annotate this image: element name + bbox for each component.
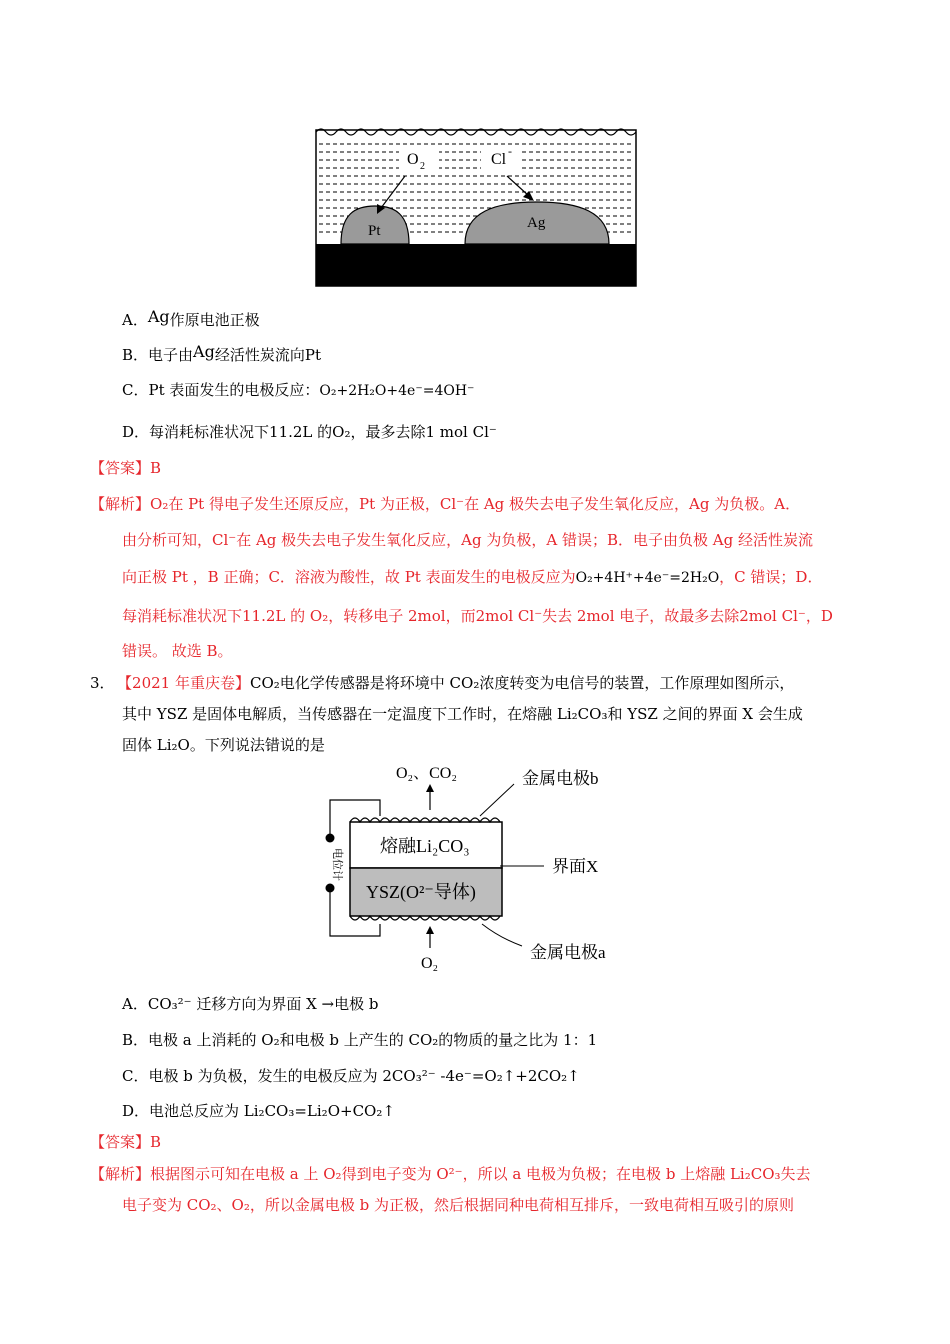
q2-analysis-line4: 每消耗标准状况下11.2L 的 O₂，转移电子 2mol，而2mol Cl⁻失去 2mol 电子，故最多去除2mol Cl⁻，D — [122, 607, 833, 625]
q2-analysis-line2: 由分析可知，Cl⁻在 Ag 极失去电子发生氧化反应，Ag 为负极，A 错误；B．电子由负极 Ag 经活性炭流 — [122, 531, 813, 549]
q3-analysis-line2: 电子变为 CO₂、O₂，所以金属电极 b 为正极，然后根据同种电荷相互排斥，一致电荷相互吸引的原则 — [122, 1196, 795, 1214]
co2-sensor-diagram — [300, 758, 640, 980]
q2-analysis-line3: 向正极 Pt ，B 正确；C．溶液为酸性，故 Pt 表面发生的电极反应为O₂+4H⁺+4e⁻=2H₂O，C 错误；D． — [122, 568, 823, 586]
q2-option-c: C．Pt 表面发生的电极反应：O₂+2H₂O+4e⁻=4OH⁻ — [122, 381, 475, 399]
q3-option-d: D．电池总反应为 Li₂CO₃=Li₂O+CO₂↑ — [122, 1102, 395, 1120]
q2-analysis-line1: 【解析】O₂在 Pt 得电子发生还原反应，Pt 为正极，Cl⁻在 Ag 极失去电子发生氧化反应，Ag 为负极。A． — [90, 495, 801, 513]
electrode-b-label: 金属电极b — [522, 769, 599, 788]
cl-superscript: - — [508, 144, 512, 158]
pt-label: Pt — [368, 223, 381, 239]
q2-option-b: B．电子由Ag经活性炭流向Pt — [122, 342, 321, 364]
molten-label: 熔融Li₂CO₃ — [380, 836, 470, 856]
q3-stem-line3: 固体 Li₂O。下列说法错说的是 — [122, 736, 325, 754]
top-gas-label: O₂、CO₂ — [396, 765, 457, 782]
ag-label: Ag — [527, 215, 546, 231]
cl-label: Cl — [491, 151, 507, 168]
electrode-a-label: 金属电极a — [530, 943, 606, 962]
q3-source: 【2021 年重庆卷】 — [124, 674, 250, 692]
q3-option-b: B．电极 a 上消耗的 O₂和电极 b 上产生的 CO₂的物质的量之比为 1：1 — [122, 1031, 598, 1049]
q3-option-a: A．CO₃²⁻ 迁移方向为界面 X →电极 b — [122, 995, 379, 1013]
q3-analysis-line1: 【解析】根据图示可知在电极 a 上 O₂得到电子变为 O²⁻，所以 a 电极为负极；在电极 b 上熔融 Li₂CO₃失去 — [90, 1165, 811, 1183]
q3-option-c: C．电极 b 为负极，发生的电极反应为 2CO₃²⁻ -4e⁻=O₂↑+2CO₂↑ — [122, 1067, 580, 1085]
q3-stem-line1: 3． 【2021 年重庆卷】CO₂电化学传感器是将环境中 CO₂浓度转变为电信号的装置，工作原理如图所示， — [90, 674, 795, 692]
q3-stem-line2: 其中 YSZ 是固体电解质，当传感器在一定温度下工作时，在熔融 Li₂CO₃和 YSZ 之间的界面 X 会生成 — [122, 705, 803, 723]
o2-label: O — [407, 151, 419, 168]
ysz-label: YSZ(O²⁻导体) — [366, 882, 476, 902]
corrosion-diagram — [315, 124, 637, 288]
q2-answer: 【答案】B — [90, 459, 162, 477]
q2-option-d: D．每消耗标准状况下11.2L 的O₂，最多去除1 mol Cl⁻ — [122, 423, 497, 441]
bottom-gas-label: O₂ — [421, 955, 439, 972]
q3-answer: 【答案】B — [90, 1133, 162, 1151]
o2-subscript: 2 — [420, 161, 425, 172]
interface-label: 界面X — [552, 857, 599, 876]
q2-analysis-line5: 错误。 故选 B。 — [122, 642, 233, 660]
potentiometer-label: 电位计 — [331, 848, 343, 881]
q2-option-a: A．Ag作原电池正极 — [122, 307, 260, 329]
